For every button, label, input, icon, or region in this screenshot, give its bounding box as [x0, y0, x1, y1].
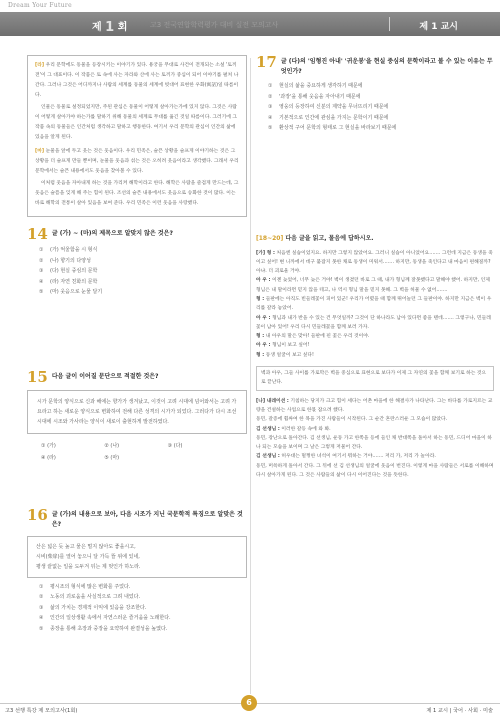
answer-choice[interactable]: ⑤ 종장을 통해 초장과 중장을 요약하여 완결성을 높였다. — [39, 625, 168, 632]
passage-paragraph: [마] 눈물을 앞에 두고 웃는 것은 웃음이다. 우리 민족은, 슬픈 상황을 슬프게 이야기하는 것은 그 상황을 더 슬프게 만들 뿐이며, 눈물을 웃음과 섞는 것은 오히려 웃음이라고 생각했다. 그래서 우리 문학에서는 슬픈 내용에서도 웃음을 찾아볼 수 있다. — [35, 149, 239, 174]
spacer — [256, 360, 494, 363]
script-line — [256, 249, 494, 277]
question-text: 다음 글이 이어질 문단으로 적절한 것은? — [51, 372, 159, 380]
page-number: 6 — [241, 695, 257, 711]
dialogue-text: 동생 얼굴이 보고 싶다! — [265, 352, 314, 358]
dialogue-text: 들판에는 아직도 빈들레꽃이 피어 있군! 우리가 어렸을 때 함께 뛰어놀던 그 들판이야. 하지만 지금은 벽이 우리를 갈라 놓았어. — [256, 296, 492, 312]
answer-choice[interactable]: ② '과장'을 통해 웃음을 자아내기 때문에 — [268, 93, 361, 100]
speaker-label: [나] 내레이션 : — [256, 398, 289, 404]
title-number: 1 — [105, 20, 115, 35]
section-instruction: [18~20] 다음 글을 읽고, 물음에 답하시오. — [256, 234, 374, 242]
dialogue-text: 형님이 보고 싶어! — [272, 343, 310, 349]
poem-line: 산은 넓은 듯 높고 물은 멀지 않아도 좋을시고, — [36, 543, 136, 550]
answer-choice[interactable]: ⑤ (마) — [104, 454, 120, 461]
answer-choices — [39, 582, 247, 635]
poem-line: 평생 끝없는 일을 도두겨 뒤는 제 멋인가 하노라. — [36, 563, 141, 570]
speaker-label: 형 : — [256, 352, 265, 358]
answer-choice[interactable]: ④ (라) — [41, 454, 56, 461]
script-line — [256, 341, 494, 350]
footer-right-text: 제 1 교시 | 국어 · 사회 · 미술 — [426, 708, 493, 714]
script-line — [256, 295, 494, 314]
footer-left-text: 고3 선행 특강 제 모의고사(1회) — [5, 708, 78, 714]
script-line — [256, 276, 494, 295]
answer-choice[interactable]: ① 현실의 삶을 중요하게 생각하기 때문에 — [268, 83, 363, 89]
dialogue-text: 형님과 내가 반을 수 있는 건 무엇일까? 그것이 단 하나라도 남아 있다면 좋을 텐데……. 그렇구나, 민들레꽃이 남아 있어! 우리 다시 민들레꽃을 함께 보러 가자. — [256, 315, 491, 330]
answer-choice[interactable]: ② 노동의 괴로움을 사실적으로 그려 내었다. — [39, 594, 141, 600]
answer-choice[interactable]: ① (가) 억울함을 시 형식 — [39, 247, 98, 253]
answer-choice[interactable]: ④ (라) 자연 친화의 문학 — [39, 278, 98, 285]
header-separator — [389, 17, 390, 31]
question-14 — [27, 227, 247, 298]
speaker-label: 아 우 : — [256, 278, 271, 284]
answer-choices — [268, 81, 494, 134]
reading-passage-box — [27, 55, 247, 217]
script-line — [256, 434, 494, 453]
column-divider — [250, 58, 251, 694]
passage-paragraph: [라] 우리 문학에도 동물을 등장시키는 이야기가 있다. 용궁을 무대로 사건이 전개되는 소설 '토끼전'이 그 대표이다. 이 작품은 토 속에 사는 자라와 산에 사는 토끼가 중심이 되어 이야기를 펼쳐 나간다. 그러나 그것은 어디까지나 사람의 세계를 동물의 세계에 빗대어 표현한 우화(寓話)일 따름이다. — [35, 63, 239, 98]
dialogue-text: 기침하는 당지가 크고 힘이 세다는 어촌 마을에 한 해결사가 나타난다. 그는 바다를 가로지르는 교량을 건설하는 사업으로 한몫 잡으려 했다. — [256, 398, 493, 413]
answer-choice[interactable]: ② (나) 향기의 다양성 — [39, 257, 91, 264]
speaker-label: [가] 형 : — [256, 250, 275, 256]
question-number: 16 — [27, 505, 48, 524]
answer-choice[interactable]: ⑤ 환상적 구어 문학의 형태로 그 현실을 바라보기 때문에 — [268, 125, 397, 131]
script-line — [256, 314, 494, 333]
answer-choice[interactable]: ① 평시조의 형식에 많은 변화를 주었다. — [39, 583, 131, 590]
right-column — [256, 55, 494, 480]
answer-choice[interactable]: ① (가) — [41, 442, 56, 449]
speaker-label: 아 우 : — [256, 343, 271, 349]
answer-choice[interactable]: ⑤ (마) 웃음으로 눈물 달기 — [39, 289, 103, 295]
script-line — [256, 415, 494, 424]
question-16 — [27, 505, 247, 635]
answer-choice[interactable]: ③ (다) — [167, 442, 183, 449]
dialogue-text: 동민, 장난으로 돌아간다. 김 선생님, 운동 가고 한쪽을 등에 들인 채 반대쪽을 돌아서 하는 동민, 드디어 마을이 하나 되는 모습을 보이며 그 날은 그렇게 저물어 간다. — [256, 435, 492, 451]
stage-note: 벽과 아우, 그들 사이를 가로막은 벽을 중심으로 표현으로 보다가 이제 그 자연의 꽃을 함께 보기로 하는 것으로 끝난다. — [256, 366, 494, 391]
answer-choice[interactable]: ③ 영웅의 등장하여 신분의 제약을 무너뜨리기 때문에 — [268, 104, 389, 110]
question-passage: 시가 문학의 양식으로 신과 해에는 향가가 생겨났고, 이것이 고려 시대에 넘어와서는 고려 가요라고 하는 새로운 양식으로 변화하여 전해 다른 성격의 시가가 되었다. 그러다가 다시 조선 시대에 시조와 가사라는 양식이 새로이 출현하게 발전하였다. — [27, 390, 247, 434]
answer-choice[interactable]: ③ (다) 현실 중심의 문학 — [39, 268, 98, 274]
session-label: 제 1 교시 — [419, 22, 458, 32]
dialogue-text: 이러한 갈등 속에 와 봐. — [281, 426, 331, 432]
answer-choices — [39, 245, 247, 298]
dialogue-text: 처음엔 실습이었지요. 하지만 그렇지 않았어요. 그러니 실습이 아니었어요……. 그런데 지금은 동생을 죽이고 싶어! 변 니까에서 데구 붙잡지 못한 채로 동생이 미워서……. 하지만, 동생을 죽인다고 내 마음이 편해질까? 아냐. 더 괴로울 거야. — [256, 250, 493, 275]
answer-choice[interactable]: ④ 기본적으로 인간에 관심을 가지는 문학이기 때문에 — [268, 114, 389, 121]
question-number: 17 — [256, 53, 277, 71]
script-line — [256, 351, 494, 360]
left-column — [27, 55, 247, 634]
question-number: 14 — [27, 225, 48, 243]
exam-title — [92, 18, 127, 34]
play-script — [256, 249, 494, 481]
header-bar — [0, 12, 500, 36]
script-line — [256, 452, 494, 461]
dialogue-text: 내 아우의 말은 맞아! 들판에 핀 꽃은 우리 것이야. — [265, 334, 370, 340]
speaker-label: 형 : — [256, 334, 265, 340]
header-subtitle: 고3 전국연합학력평가 대비 실전 모의고사 — [150, 21, 279, 29]
title-suffix: 회 — [117, 22, 128, 33]
speaker-label: 김 선생님 : — [256, 454, 280, 460]
speaker-label: 아 우 : — [256, 315, 271, 321]
question-15 — [27, 367, 247, 464]
passage-paragraph: 인물은 동물로 설정되었지만, 주된 관심은 동물이 어떻게 살아가는가에 있지 않다. 그것은 사람이 어떻게 살아가야 하는가를 말하기 위해 동물의 세계로 무대를 옮긴 것일 따름이다. 그러기에 그 작품 속의 동물들은 인간처럼 생각하고 말하고 행동한다. 여기서 우리 문학의 관심이 인간의 삶에 있음을 알게 된다. — [35, 105, 238, 140]
question-text: 글 (가)의 내용으로 보아, 다음 시조가 지닌 국문학적 특징으로 알맞은 것은? — [51, 510, 243, 528]
script-line — [256, 397, 494, 416]
question-number: 15 — [27, 367, 48, 386]
speaker-label: 김 선생님 : — [256, 426, 280, 432]
script-line — [256, 332, 494, 341]
dialogue-text: 동민, 머쓱하게 돌아서 간다. 그 뒤에 선 김 선생님의 얼굴에 웃음이 번진다. 이렇게 마을 사람들은 서로를 이해하며 다시 살아가게 된다. 그 것은 사람들의 삶이 다시 이어진다는 것을 뜻한다. — [256, 463, 494, 479]
poem-line: 시비(柴扉)를 열어 놓으니 달 가득 뜰 위에 있네, — [36, 553, 140, 560]
script-line — [256, 462, 494, 481]
passage-paragraph: 이처럼 웃음을 자아내게 하는 것을 가리켜 해학이라고 한다. 해학은 사람을 즐겁게 만드는데, 그 웃음은 슬픔을 잊게 해 주는 힘이 된다. 조선의 슬픈 내용에서도 웃음으로 승화한 것이 많다. 이는 바로 해학의 전통이 살아 있음을 보여 준다. 우리 민족은 이런 웃음을 사랑했다. — [35, 181, 239, 206]
answer-choice[interactable]: ③ 삶의 가치는 경제적 이익에 있음을 강조한다. — [39, 604, 147, 611]
script-line — [256, 425, 494, 434]
question-17 — [256, 55, 494, 134]
brand-text: Dream Your Future — [8, 2, 72, 9]
question-text: 글 (다)의 '임형진 아내' '귀운봉'을 현실 중심의 문학이라고 볼 수 있는 이유는 무엇인가? — [280, 58, 493, 75]
title-prefix: 제 — [92, 22, 102, 33]
answer-choice[interactable]: ④ 인간의 일상생활 속에서 자연스러운 즐거움을 노래한다. — [39, 615, 171, 621]
question-text: 글 (가) ~ (마)의 제목으로 알맞지 않은 것은? — [51, 230, 173, 237]
dialogue-text: 동민, 갈증에 휩싸여 한 목을 가진 사람들이 시작된다. 그 순간 혼란스러운 그 모습이 많았다. — [256, 417, 448, 423]
answer-choice[interactable]: ② (나) — [104, 442, 120, 449]
dialogue-text: 이젠 늦었어, 너무 늦은 거야! 벽이 생겼던 바로 그 때, 내가 형님께 잘못했다고 말해야 했어. 하지만, 인제 형님은 내 말이라면 믿지 않을 테고, 나 역시 형님 말을 믿지 못해. 그 벽을 허물 수 없어……. — [256, 278, 490, 293]
section-18-20 — [256, 234, 494, 481]
sijo-poem-box — [27, 536, 247, 578]
answer-choices — [41, 440, 231, 464]
dialogue-text: 허우대는 멀쩡한 녀석이 여기서 뭐하는 거야……. 저리 가, 저리 가 놀아라. — [281, 454, 436, 460]
speaker-label: 형 : — [256, 296, 265, 302]
